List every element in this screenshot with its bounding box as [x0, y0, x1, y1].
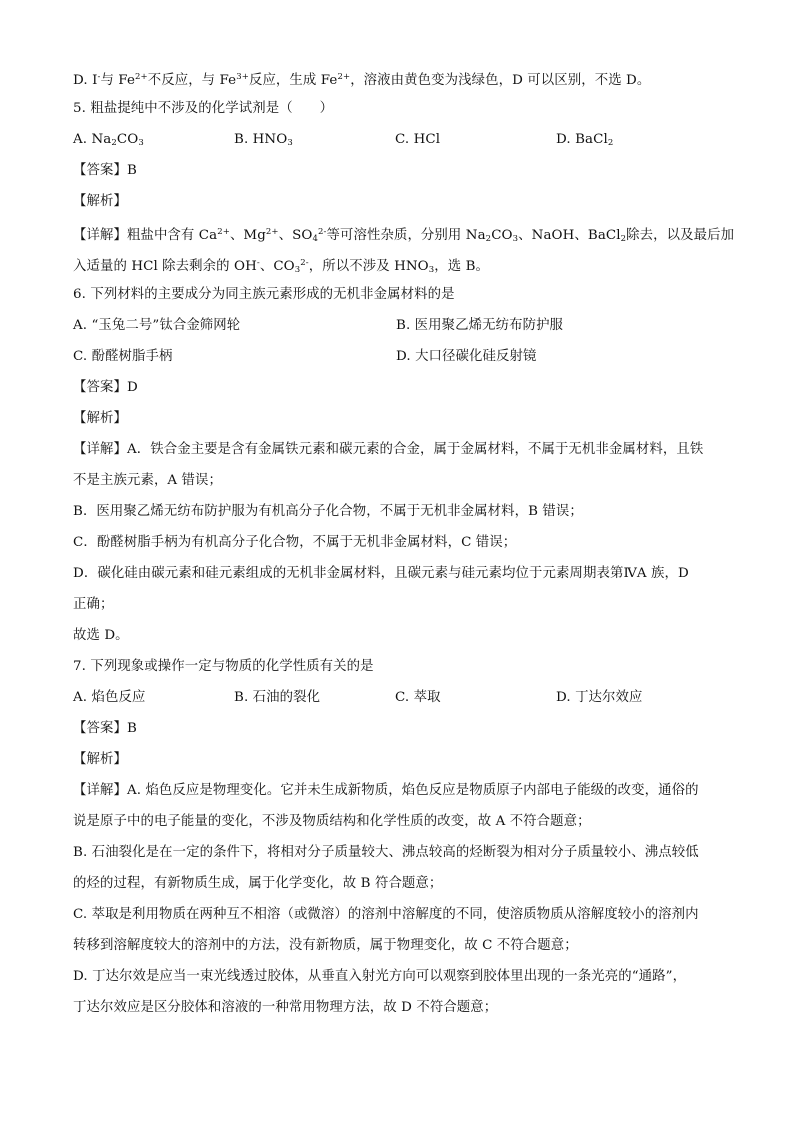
q7-detail-line-1: 【详解】A. 焰色反应是物理变化。它并未生成新物质，焰色反应是物质原子内部电子能级的改变，通俗的: [73, 783, 699, 798]
q7-detail-line-3: B. 石油裂化是在一定的条件下，将相对分子质量较大、沸点较高的烃断裂为相对分子质量较小、沸点较低: [73, 845, 699, 860]
subscript: 2: [111, 138, 117, 148]
text-run: 等可溶性杂质，分别用 Na: [326, 228, 486, 243]
q5-options: [73, 124, 723, 155]
text-run: D. BaCl: [556, 132, 608, 147]
text-run: 不反应，与 Fe: [147, 73, 237, 88]
q6-answer: 【答案】D: [73, 380, 138, 395]
q7-option-d: D. 丁达尔效应: [556, 690, 643, 705]
text-run: 、NaOH、BaCl: [518, 228, 621, 243]
text-run: CO: [116, 132, 139, 147]
q4-option-d-explanation: [73, 62, 723, 93]
text-run: ，所以不涉及 HNO: [308, 259, 429, 274]
q5-detail-line-1: [73, 217, 735, 248]
subscript: 3: [287, 138, 293, 148]
superscript: 2+: [217, 227, 230, 237]
subscript: 3: [428, 265, 435, 275]
q6-option-a: A. “玉兔二号”钛合金筛网轮: [73, 318, 241, 333]
superscript: -: [256, 258, 260, 268]
q5-analysis-heading: 【解析】: [73, 194, 127, 209]
q6-analysis-heading: 【解析】: [73, 411, 127, 426]
text-run: 与 Fe: [100, 73, 135, 88]
text-run: ，选 B。: [434, 259, 490, 274]
superscript: -: [97, 72, 101, 82]
q5-option-a: [73, 124, 234, 155]
q6-options-row-1: [73, 310, 723, 341]
q7-answer: 【答案】B: [73, 721, 137, 736]
subscript: 2: [607, 138, 614, 148]
q5-answer: 【答案】B: [73, 163, 137, 178]
text-run: 【详解】粗盐中含有 Ca: [73, 228, 218, 243]
q6-stem: 6. 下列材料的主要成分为同主族元素形成的无机非金属材料的是: [73, 287, 455, 302]
q6-option-c: C. 酚醛树脂手柄: [73, 349, 173, 364]
q7-option-a: A. 焰色反应: [73, 690, 146, 705]
subscript: 2: [620, 234, 627, 244]
q6-detail-line-1: 【详解】A．铁合金主要是含有金属铁元素和碳元素的合金，属于金属材料，不属于无机非金属材料，且铁: [73, 442, 704, 457]
text-run: 除去，以及最后加: [626, 228, 735, 243]
q7-detail-line-5: C. 萃取是利用物质在两种互不相溶（或微溶）的溶剂中溶解度的不同，使溶质物质从溶解度较小的溶剂内: [73, 907, 699, 922]
q6-detail-line-6: 正确；: [73, 597, 114, 612]
q7-options: [73, 682, 723, 713]
text-run: 入适量的 HCl 除去剩余的 OH: [73, 259, 257, 274]
superscript: 2-: [318, 227, 327, 237]
q5-stem: 5. 粗盐提纯中不涉及的化学试剂是（ ）: [73, 101, 334, 116]
q5-option-c: C. HCl: [395, 132, 441, 147]
q6-option-d: D. 大口径碳化硅反射镜: [396, 349, 537, 364]
text-run: B. HNO: [234, 132, 288, 147]
q6-detail-line-3: B．医用聚乙烯无纺布防护服为有机高分子化合物，不属于无机非金属材料，B 错误；: [73, 504, 583, 519]
subscript: 3: [512, 234, 519, 244]
q7-option-c: C. 萃取: [395, 690, 441, 705]
text-run: CO: [491, 228, 513, 243]
q7-detail-line-7: D. 丁达尔效是应当一束光线透过胶体，从垂直入射光方向可以观察到胶体里出现的一条光亮的“通路”，: [73, 969, 687, 984]
q7-analysis-heading: 【解析】: [73, 752, 127, 767]
q6-detail-line-5: D．碳化硅由碳元素和硅元素组成的无机非金属材料，且碳元素与硅元素均位于元素周期表第ⅣA 族，D: [73, 566, 689, 581]
text-run: 、CO: [259, 259, 295, 274]
text-run: 、Mg: [229, 228, 266, 243]
q5-detail-line-2: [73, 248, 723, 279]
text-run: 反应，生成 Fe: [248, 73, 338, 88]
superscript: 2+: [337, 72, 351, 82]
subscript: 3: [138, 138, 144, 148]
document-page: [73, 62, 735, 1023]
q7-detail-line-4: 的烃的过程，有新物质生成，属于化学变化，故 B 符合题意；: [73, 876, 443, 891]
text-run: 、SO: [278, 228, 313, 243]
superscript: 2+: [134, 72, 148, 82]
subscript: 3: [294, 265, 301, 275]
q6-options-row-2: [73, 341, 723, 372]
superscript: 3+: [236, 72, 249, 82]
q7-option-b: B. 石油的裂化: [234, 690, 321, 705]
subscript: 2: [485, 234, 492, 244]
q6-detail-line-4: C．酚醛树脂手柄为有机高分子化合物，不属于无机非金属材料，C 错误；: [73, 535, 517, 550]
q7-detail-line-2: 说是原子中的电子能量的变化，不涉及物质结构和化学性质的改变，故 A 不符合题意；: [73, 814, 591, 829]
q6-detail-line-2: 不是主族元素，A 错误；: [73, 473, 223, 488]
q7-stem: 7. 下列现象或操作一定与物质的化学性质有关的是: [73, 659, 374, 674]
q6-detail-line-7: 故选 D。: [73, 628, 129, 643]
text-run: A. Na: [73, 132, 112, 147]
subscript: 4: [312, 234, 319, 244]
q5-option-b: [234, 124, 395, 155]
text-run: ，溶液由黄色变为浅绿色，D 可以区别，不选 D。: [350, 73, 651, 88]
superscript: 2+: [265, 227, 279, 237]
superscript: 2-: [300, 258, 309, 268]
q7-detail-line-6: 转移到溶解度较大的溶剂中的方法，没有新物质，属于物理变化，故 C 不符合题意；: [73, 938, 578, 953]
q6-option-b: B. 医用聚乙烯无纺布防护服: [396, 318, 564, 333]
q5-option-d: [556, 124, 717, 155]
text-run: D. I: [73, 73, 98, 88]
q7-detail-line-8: 丁达尔效应是区分胶体和溶液的一种常用物理方法，故 D 不符合题意；: [73, 1000, 498, 1015]
